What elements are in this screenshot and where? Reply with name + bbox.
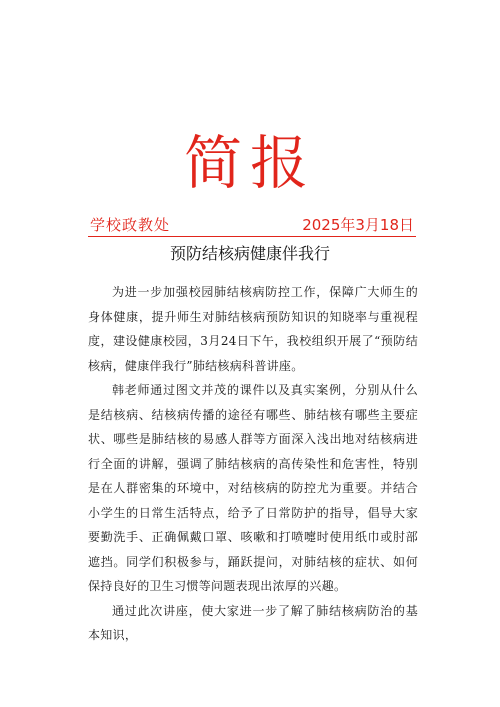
issuer-line xyxy=(88,216,416,237)
article-title: 预防结核病健康伴我行 xyxy=(169,244,330,263)
paragraph: 通过此次讲座，使大家进一步了解了肺结核病防治的基本知识， xyxy=(88,603,418,642)
paragraph: 为进一步加强校园肺结核病防控工作，保障广大师生的身体健康，提升师生对肺结核病预防知识的知晓率与重视程度，建设健康校园，3月24日下午，我校组织开展了“预防结核病，健康伴我行”肺结核病科普讲座。 xyxy=(88,285,418,373)
masthead-title: 简报 xyxy=(183,129,316,197)
issue-date: 2025年3月18日 xyxy=(302,216,414,234)
issuer-name: 学校政教处 xyxy=(90,216,171,234)
article-body xyxy=(88,280,418,648)
paragraph: 韩老师通过图文并茂的课件以及真实案例，分别从什么是结核病、结核病传播的途径有哪些、肺结核有哪些主要症状、哪些是肺结核的易感人群等方面深入浅出地对结核病进行全面的讲解，强调了肺结核病的高传染性和危害性，特别是在人群密集的环境中，对结核病的防控尤为重要。并结合小学生的日常生活特点，给予了日常防护的指导，倡导大家要勤洗手、正确佩戴口罩、咳嗽和打喷嚏时使用纸巾或肘部遮挡。同学们积极参与，踊跃提问，对肺结核的症状、如何保持良好的卫生习惯等问题表现出浓厚的兴趣。 xyxy=(88,383,418,593)
